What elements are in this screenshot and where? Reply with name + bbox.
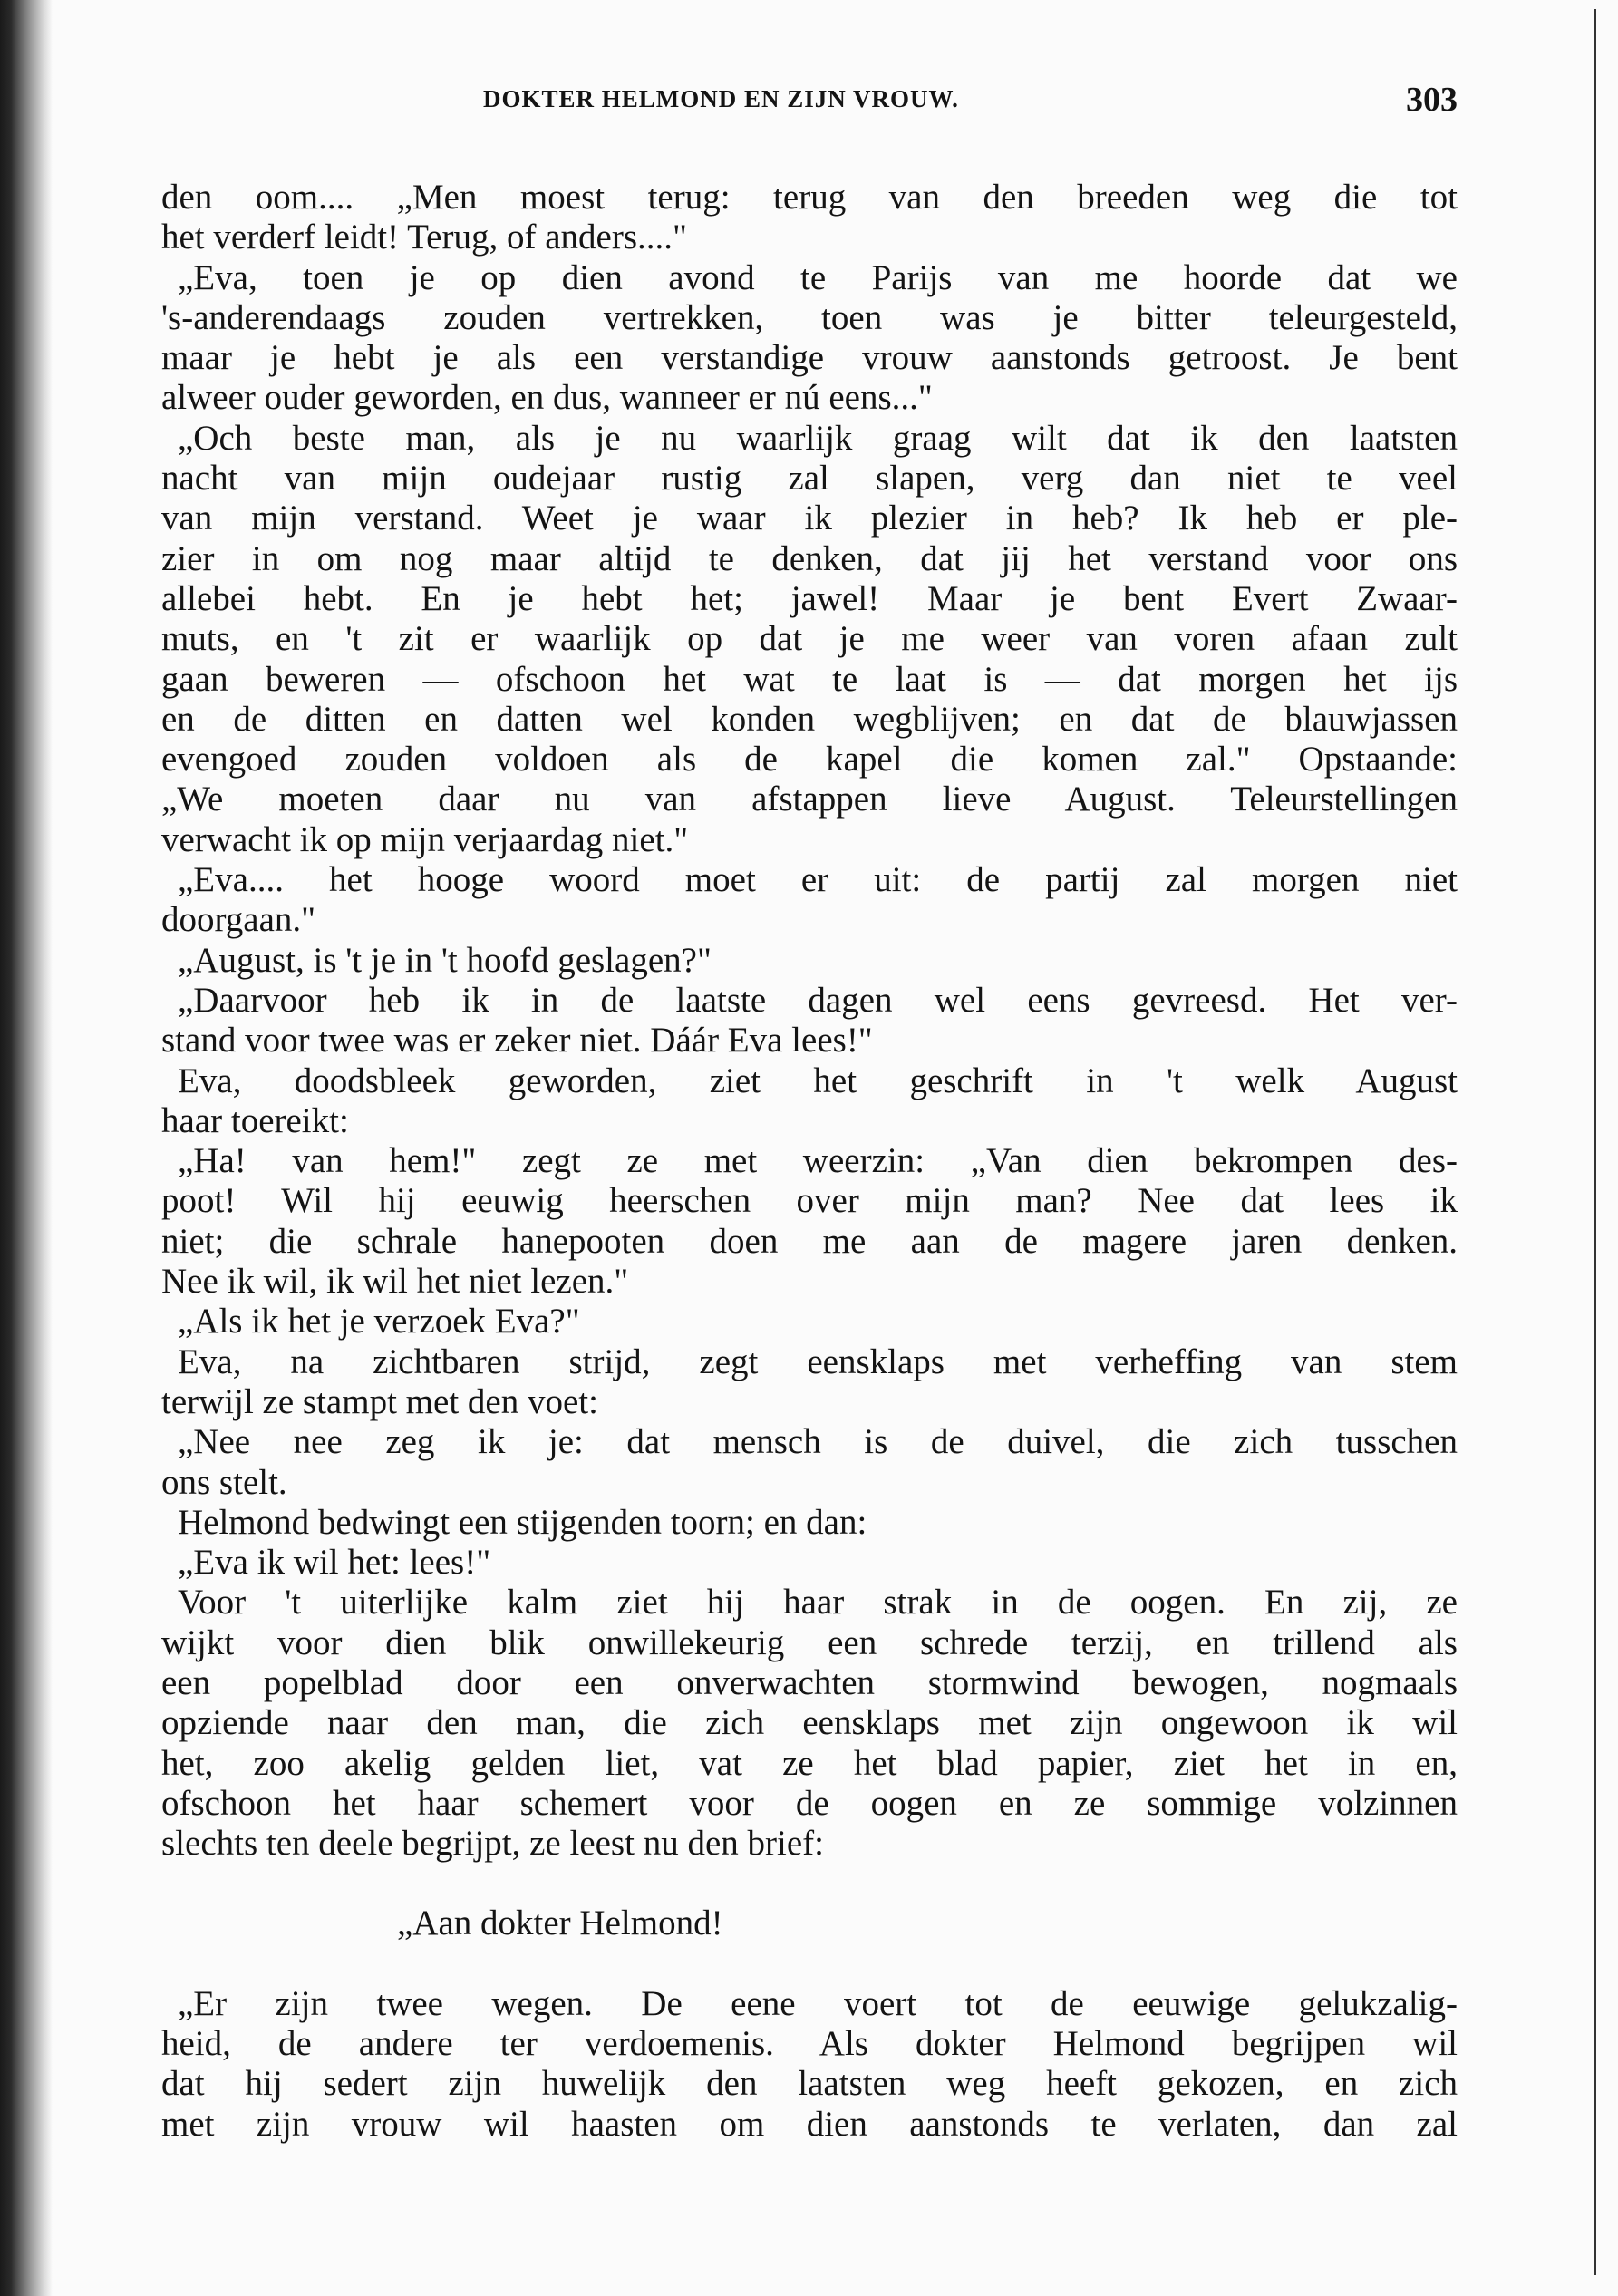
text-line: van mijn verstand. Weet je waar ik plezier in heb? Ik heb er ple-: [161, 499, 1458, 538]
text-line: „Och beste man, als je nu waarlijk graag wilt dat ik den laatsten: [178, 418, 1458, 458]
text-line: terwijl ze stampt met den voet:: [161, 1381, 598, 1421]
text-line: allebei hebt. En je hebt het; jawel! Maar je bent Evert Zwaar-: [161, 578, 1458, 618]
text-line: „Als ik het je verzoek Eva?": [178, 1302, 580, 1342]
text-line: evengoed zouden voldoen als de kapel die komen zal." Opstaande:: [161, 740, 1458, 780]
text-line: opziende naar den man, die zich eensklaps met zijn ongewoon ik wil: [161, 1703, 1458, 1743]
text-line: „Eva, toen je op dien avond te Parijs van me hoorde dat we: [178, 257, 1458, 297]
text-line: en de ditten en datten wel konden wegblijven; en dat de blauwjassen: [161, 699, 1458, 739]
page-header: [161, 80, 1458, 125]
text-line: „Ha! van hem!" zegt ze met weerzin: „Van dien bekrompen des-: [178, 1141, 1458, 1181]
text-line: ofschoon het haar schemert voor de oogen en ze sommige volzinnen: [161, 1783, 1458, 1823]
letter-line: heid, de andere ter verdoemenis. Als dokter Helmond begrijpen wil: [161, 2024, 1458, 2064]
letter-line: „Er zijn twee wegen. De eene voert tot de eeuwige gelukzalig-: [178, 1983, 1458, 2023]
text-line: Nee ik wil, ik wil het niet lezen.": [161, 1262, 629, 1302]
text-line: 's-anderendaags zouden vertrekken, toen was je bitter teleurgesteld,: [161, 297, 1458, 337]
text-line: poot! Wil hij eeuwig heerschen over mijn man? Nee dat lees ik: [161, 1181, 1458, 1221]
text-line: gaan beweren — ofschoon het wat te laat is — dat morgen het ijs: [161, 659, 1458, 699]
text-line: ons stelt.: [161, 1462, 287, 1502]
text-line: „Eva.... het hooge woord moet er uit: de partij zal morgen niet: [178, 860, 1458, 900]
letter-line: dat hij sedert zijn huwelijk den laatsten weg heeft gekozen, en zich: [161, 2064, 1458, 2104]
text-line: zier in om nog maar altijd te denken, dat jij het verstand voor ons: [161, 538, 1458, 578]
page-edge-line: [1594, 9, 1596, 2275]
page-number: 303: [1406, 81, 1458, 119]
text-line: Eva, doodsbleek geworden, ziet het geschrift in 't welk August: [178, 1061, 1458, 1100]
text-line: het, zoo akelig gelden liet, vat ze het blad papier, ziet het in en,: [161, 1743, 1458, 1783]
body-text: [161, 178, 1458, 2145]
text-line: den oom.... „Men moest terug: terug van den breeden weg die tot: [161, 178, 1458, 217]
text-line: Helmond bedwingt een stijgenden toorn; en dan:: [178, 1502, 867, 1542]
text-line: „Eva ik wil het: lees!": [178, 1543, 491, 1583]
text-line: nacht van mijn oudejaar rustig zal slapen, verg dan niet te veel: [161, 459, 1458, 499]
text-line: Voor 't uiterlijke kalm ziet hij haar strak in de oogen. En zij, ze: [178, 1583, 1458, 1623]
text-line: doorgaan.": [161, 900, 316, 940]
text-line: haar toereikt:: [161, 1100, 349, 1140]
text-line: „Daarvoor heb ik in de laatste dagen wel eens gevreesd. Het ver-: [178, 980, 1458, 1020]
text-line: Eva, na zichtbaren strijd, zegt eensklaps met verheffing van stem: [178, 1342, 1458, 1381]
letter-salutation: „Aan dokter Helmond!: [397, 1904, 723, 1943]
text-line: slechts ten deele begrijpt, ze leest nu den brief:: [161, 1824, 824, 1864]
text-line: „August, is 't je in 't hoofd geslagen?": [178, 940, 712, 980]
running-title: DOKTER HELMOND EN ZIJN VROUW.: [483, 85, 959, 112]
book-binding-edge: [0, 0, 53, 2296]
text-line: muts, en 't zit er waarlijk op dat je me weer van voren afaan zult: [161, 619, 1458, 659]
text-line: stand voor twee was er zeker niet. Dáár Eva lees!": [161, 1021, 873, 1061]
text-line: niet; die schrale hanepooten doen me aan de magere jaren denken.: [161, 1221, 1458, 1261]
text-line: een popelblad door een onverwachten stormwind bewogen, nogmaals: [161, 1662, 1458, 1702]
text-line: alweer ouder geworden, en dus, wanneer er nú eens...": [161, 378, 933, 418]
text-line: „Nee nee zeg ik je: dat mensch is de duivel, die zich tusschen: [178, 1422, 1458, 1462]
text-line: maar je hebt je als een verstandige vrouw aanstonds getroost. Je bent: [161, 338, 1458, 378]
text-line: „We moeten daar nu van afstappen lieve August. Teleurstellingen: [161, 780, 1458, 819]
text-line: wijkt voor dien blik onwillekeurig een schrede terzij, en trillend als: [161, 1623, 1458, 1662]
letter-line: met zijn vrouw wil haasten om dien aanstonds te verlaten, dan zal: [161, 2104, 1458, 2144]
text-line: verwacht ik op mijn verjaardag niet.": [161, 819, 689, 859]
text-line: het verderf leidt! Terug, of anders....": [161, 218, 687, 257]
